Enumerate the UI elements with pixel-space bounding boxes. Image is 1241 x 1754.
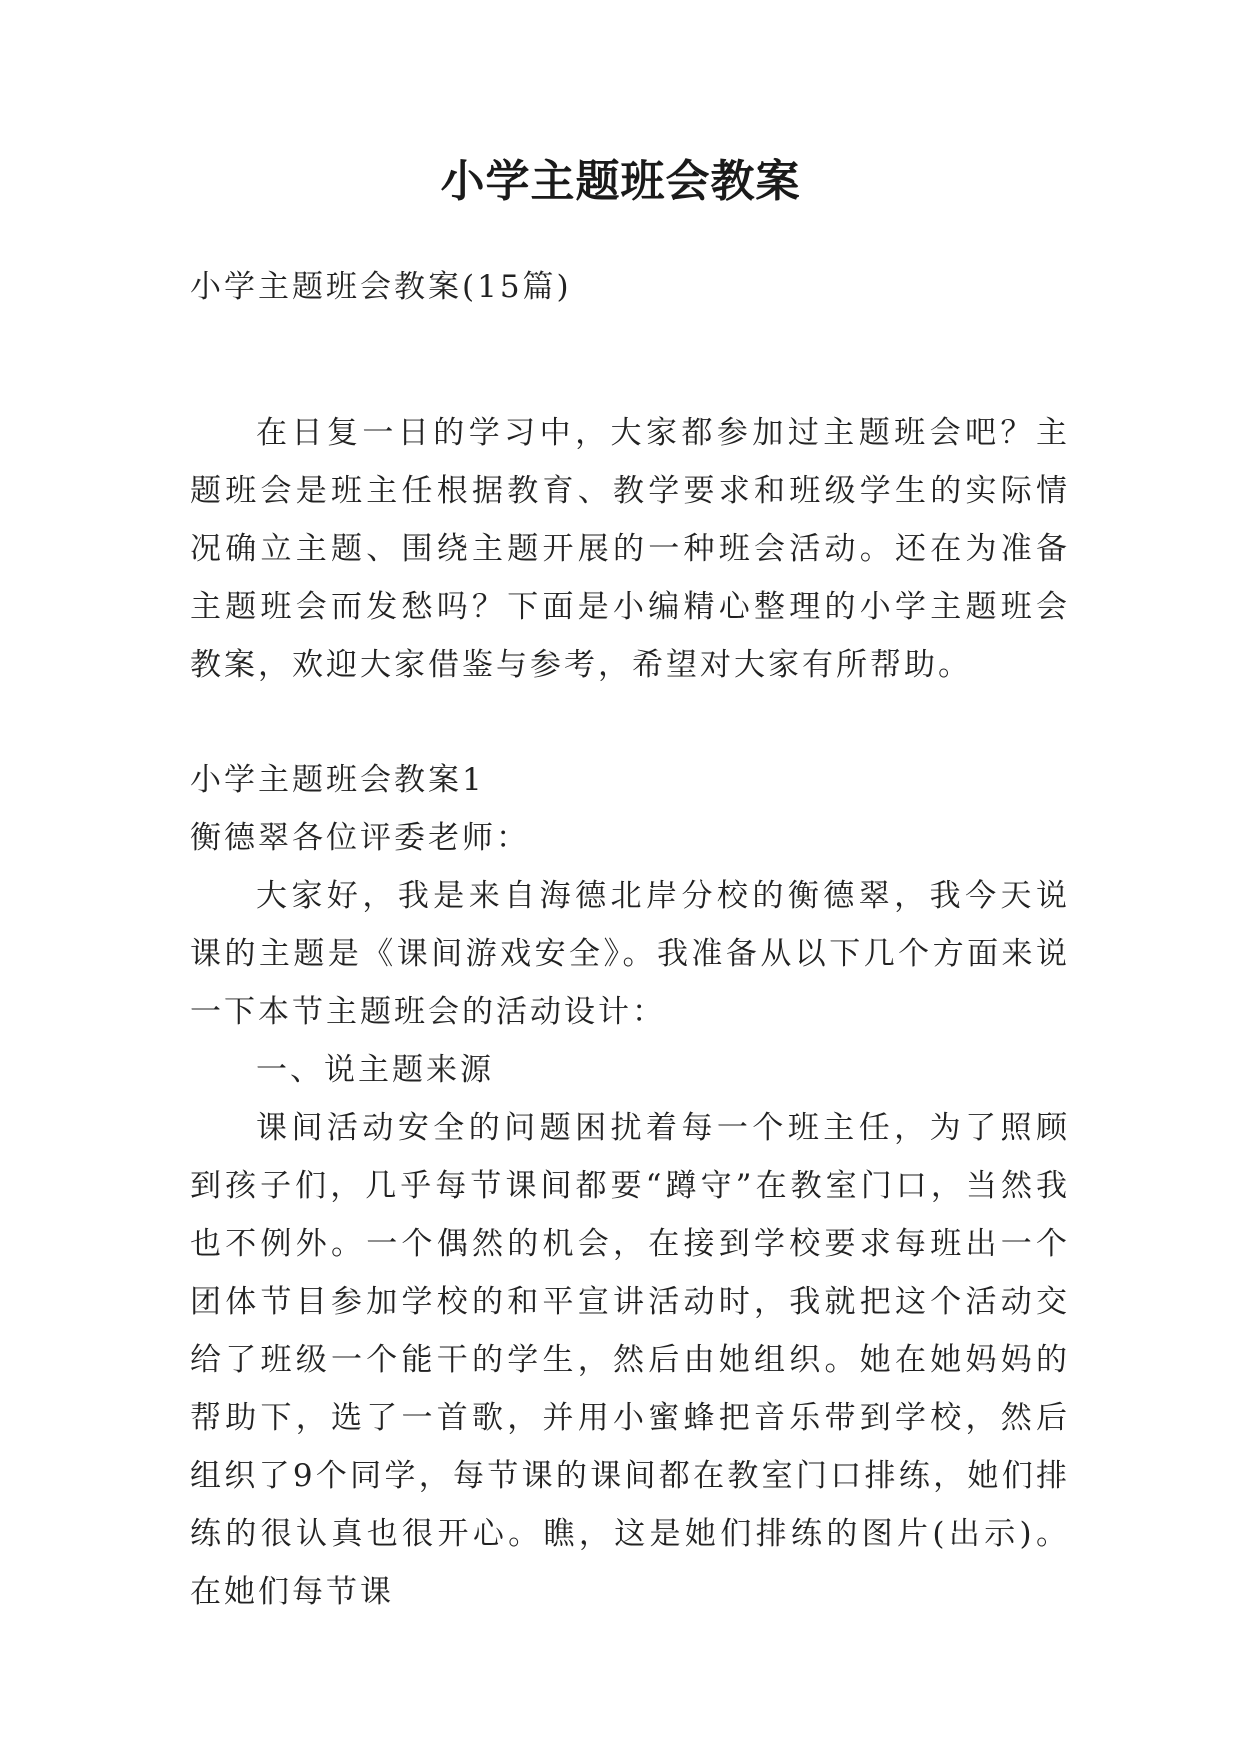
intro-paragraph: 在日复一日的学习中，大家都参加过主题班会吧？主题班会是班主任根据教育、教学要求和班级学生的实际情况确立主题、围绕主题开展的一种班会活动。还在为准备主题班会而发愁吗？下面是小编精心整理的小学主题班会教案，欢迎大家借鉴与参考，希望对大家有所帮助。 (190, 415, 1070, 683)
paragraph-topic-source: 课间活动安全的问题困扰着每一个班主任，为了照顾到孩子们，几乎每节课间都要“蹲守”在教室门口，当然我也不例外。一个偶然的机会，在接到学校要求每班出一个团体节目参加学校的和平宣讲活动时，我就把这个活动交给了班级一个能干的学生，然后由她组织。她在她妈妈的帮助下，选了一首歌，并用小蜜蜂把音乐带到学校，然后组织了9个同学，每节课的课间都在教室门口排练，她们排练的很认真也很开心。瞧，这是她们排练的图片(出示)。在她们每节课 (190, 1110, 1070, 1610)
paragraph-greeting: 大家好，我是来自海德北岸分校的衡德翠，我今天说课的主题是《课间游戏安全》。我准备从以下几个方面来说一下本节主题班会的活动设计： (190, 878, 1070, 1030)
point-heading-1: 一、说主题来源 (256, 1052, 494, 1088)
document-subtitle (190, 258, 1070, 316)
section-1 (190, 751, 1070, 1621)
subtitle-text: 小学主题班会教案(15篇) (190, 269, 572, 305)
salutation: 衡德翠各位评委老师： (190, 820, 530, 856)
document-title: 小学主题班会教案 (440, 156, 801, 207)
intro-block (190, 404, 1070, 694)
section-heading: 小学主题班会教案1 (190, 762, 485, 798)
